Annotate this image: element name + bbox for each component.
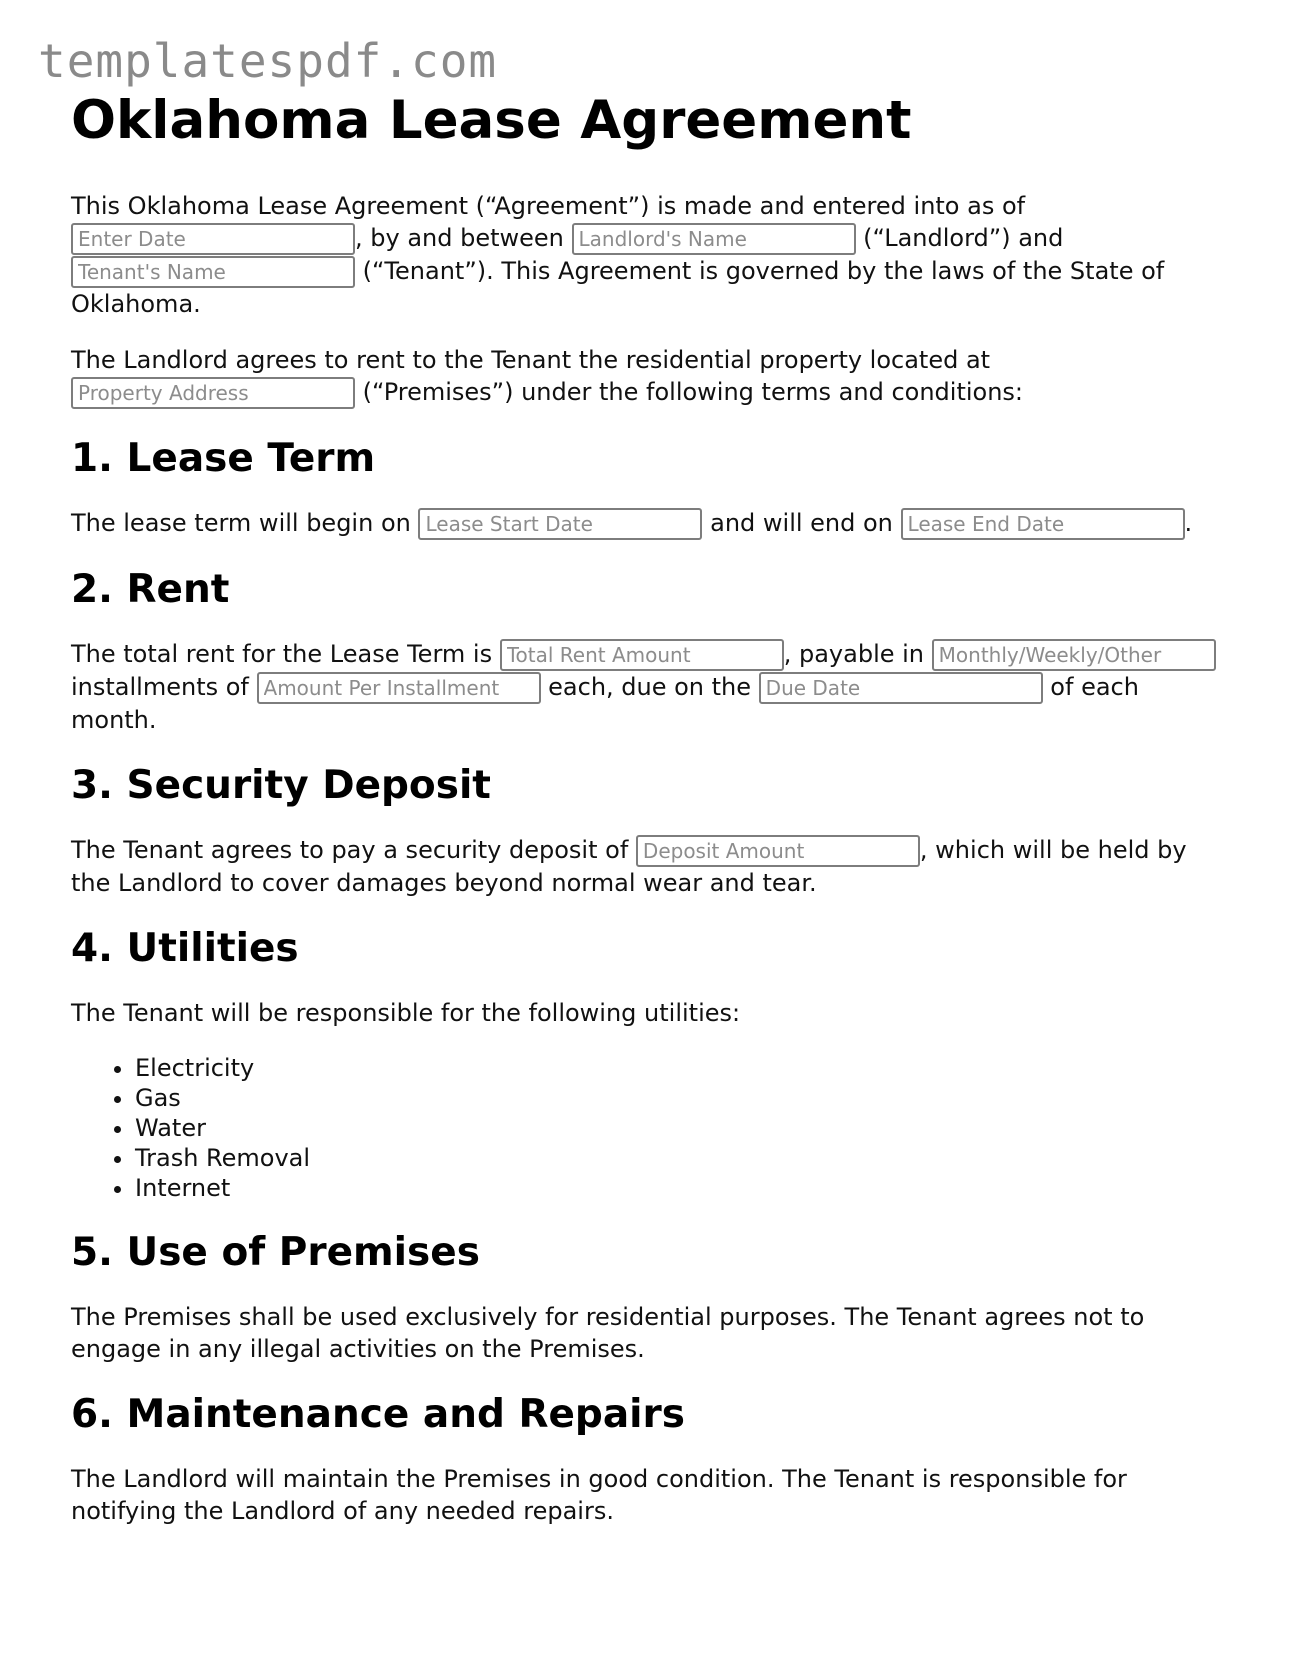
section-heading-rent: 2. Rent [71, 567, 230, 612]
property-address-field[interactable] [71, 377, 355, 409]
rent-text-3: installments of [71, 673, 249, 701]
list-item: • Water [135, 1113, 1231, 1143]
intro-text-1: This Oklahoma Lease Agreement (“Agreement”) is made and entered into as of [71, 192, 1026, 220]
deposit-text-2: , which will be held by the Landlord to cover damages beyond normal wear and tear. [71, 836, 1187, 897]
lease-start-date-field[interactable] [418, 508, 702, 540]
rent-text-1: The total rent for the Lease Term is [71, 640, 493, 668]
lease-term-paragraph [71, 507, 1231, 540]
lease-term-text-2: and will end on [702, 509, 893, 537]
document-page [71, 88, 1231, 1551]
rent-paragraph [71, 638, 1231, 736]
section-heading-lease-term: 1. Lease Term [71, 436, 376, 481]
watermark: templatespdf.com [38, 34, 498, 88]
premises-paragraph [71, 344, 1231, 409]
landlord-name-field[interactable] [572, 223, 856, 255]
list-item: • Internet [135, 1173, 1231, 1203]
intro-paragraph [71, 190, 1231, 320]
due-date-field[interactable] [759, 672, 1043, 704]
document-title: Oklahoma Lease Agreement [71, 90, 912, 151]
utilities-paragraph: The Tenant will be responsible for the following utilities: [71, 999, 741, 1027]
premises-text-2: (“Premises”) under the following terms and conditions: [355, 378, 1024, 406]
section-heading-maintenance: 6. Maintenance and Repairs [71, 1392, 685, 1437]
rent-text-2: , payable in [783, 640, 925, 668]
tenant-name-field[interactable] [71, 256, 355, 288]
section-heading-security-deposit: 3. Security Deposit [71, 763, 491, 808]
use-paragraph: The Premises shall be used exclusively for residential purposes. The Tenant agrees not to engage in any illegal activities on the Premises. [71, 1303, 1145, 1363]
rent-text-5: of each month. [71, 673, 1139, 734]
payment-frequency-field[interactable] [932, 639, 1216, 671]
intro-text-4: (“Tenant”). This Agreement is governed by the laws of the State of Oklahoma. [71, 257, 1165, 318]
list-item: • Electricity [135, 1053, 1231, 1083]
lease-term-text-3: . [1184, 509, 1193, 537]
list-item: • Trash Removal [135, 1143, 1231, 1173]
intro-text-3: (“Landlord”) and [855, 224, 1064, 252]
utilities-list [71, 1053, 1231, 1203]
installment-amount-field[interactable] [257, 672, 541, 704]
lease-term-text-1: The lease term will begin on [71, 509, 411, 537]
total-rent-field[interactable] [500, 639, 784, 671]
section-heading-use-of-premises: 5. Use of Premises [71, 1230, 480, 1275]
rent-text-4: each, due on the [540, 673, 752, 701]
deposit-paragraph [71, 834, 1231, 899]
lease-end-date-field[interactable] [901, 508, 1185, 540]
section-heading-utilities: 4. Utilities [71, 926, 299, 971]
premises-text-1: The Landlord agrees to rent to the Tenant the residential property located at [71, 346, 991, 374]
maintenance-paragraph: The Landlord will maintain the Premises in good condition. The Tenant is responsible for notifying the Landlord of any needed repairs. [71, 1465, 1127, 1525]
list-item: • Gas [135, 1083, 1231, 1113]
intro-text-2: , by and between [355, 224, 564, 252]
deposit-amount-field[interactable] [636, 835, 920, 867]
deposit-text-1: The Tenant agrees to pay a security deposit of [71, 836, 629, 864]
date-field[interactable] [71, 223, 355, 255]
